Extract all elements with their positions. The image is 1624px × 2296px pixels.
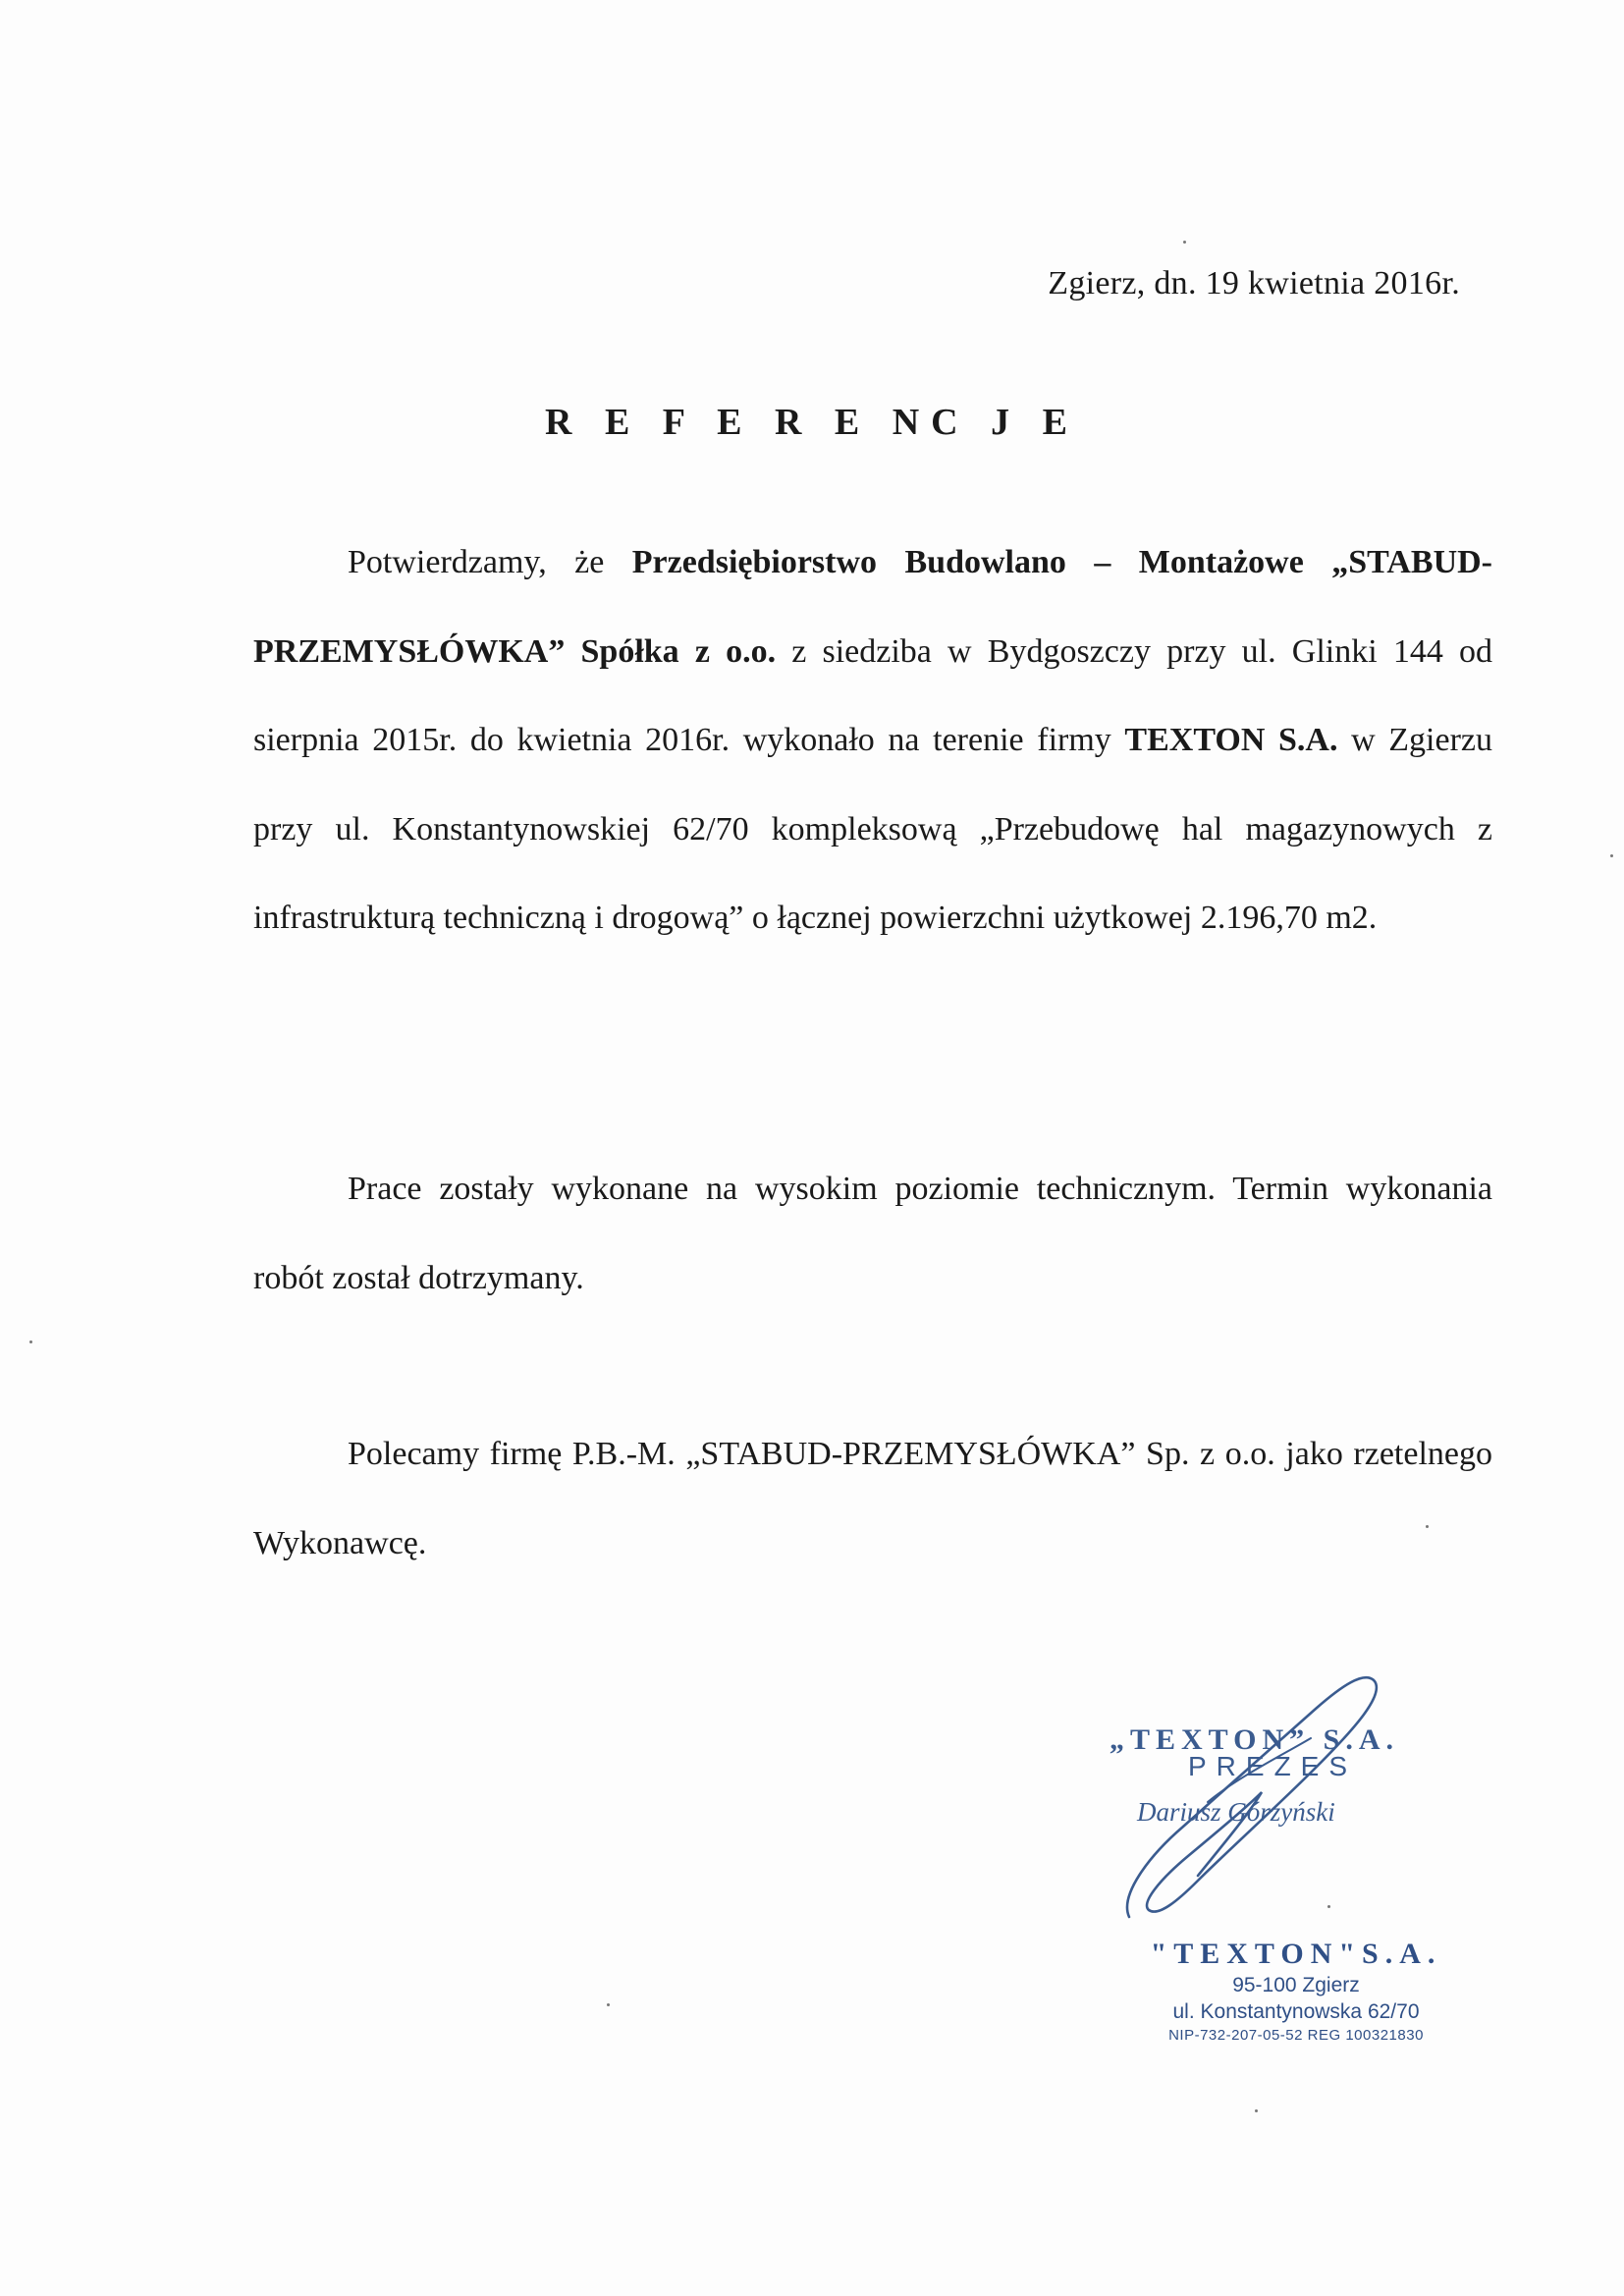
contractor-name: Przedsiębiorstwo Budowlano – Montażowe „STABUD-PRZEMYSŁÓWKA” Spółka z o.o. [253, 544, 1492, 670]
scan-speck [607, 2003, 610, 2006]
paragraph-confirmation [253, 519, 1492, 963]
company-stamp-name: "TEXTON"S.A. [1150, 1938, 1442, 1970]
paragraph-recommendation [253, 1410, 1492, 1588]
scan-speck [1426, 1525, 1429, 1528]
scan-speck [1183, 241, 1186, 244]
company-stamp-city: 95-100 Zgierz [1232, 1974, 1360, 1996]
letter-title: R E F E R E NC J E [545, 402, 1079, 443]
scan-speck [1610, 854, 1613, 857]
handwritten-signature-icon [1090, 1660, 1424, 1954]
signature-stamp-person: Dariusz Górzyński [1137, 1797, 1335, 1827]
paragraph-quality-text: Prace zostały wykonane na wysokim poziomie technicznym. Termin wykonania robót został dotrzymany. [253, 1171, 1492, 1296]
company-stamp [1129, 1937, 1463, 2047]
paragraph-confirmation-text-3: w Zgierzu przy ul. Konstantynowskiej 62/70 kompleksową „Przebudowę hal magazynowych z infrastrukturą techniczną i drogową” o łącznej powierzchni użytkowej 2.196,70 m2. [253, 722, 1492, 936]
signature-stamp-company: „TEXTON” S.A. [1110, 1723, 1400, 1756]
paragraph-confirmation-text-1: Potwierdzamy, że [348, 544, 632, 580]
signature-stamp-role: PREZES [1188, 1751, 1358, 1781]
paragraph-quality [253, 1145, 1492, 1323]
company-stamp-street: ul. Konstantynowska 62/70 [1172, 2000, 1420, 2023]
scan-speck [1327, 1905, 1330, 1908]
paragraph-confirmation-text-2: z siedziba w Bydgoszczy przy ul. Glinki 144 od sierpnia 2015r. do kwietnia 2016r. wykonało na terenie firmy [253, 632, 1492, 758]
scan-speck [1255, 2109, 1258, 2112]
paragraph-recommendation-text: Polecamy firmę P.B.-M. „STABUD-PRZEMYSŁÓWKA” Sp. z o.o. jako rzetelnego Wykonawcę. [253, 1436, 1492, 1561]
client-name: TEXTON S.A. [1124, 722, 1338, 758]
signature-stamp [1090, 1660, 1424, 1954]
company-stamp-ids: NIP-732-207-05-52 REG 100321830 [1168, 2027, 1424, 2044]
scan-speck [29, 1340, 32, 1343]
letter-date: Zgierz, dn. 19 kwietnia 2016r. [1048, 265, 1460, 301]
